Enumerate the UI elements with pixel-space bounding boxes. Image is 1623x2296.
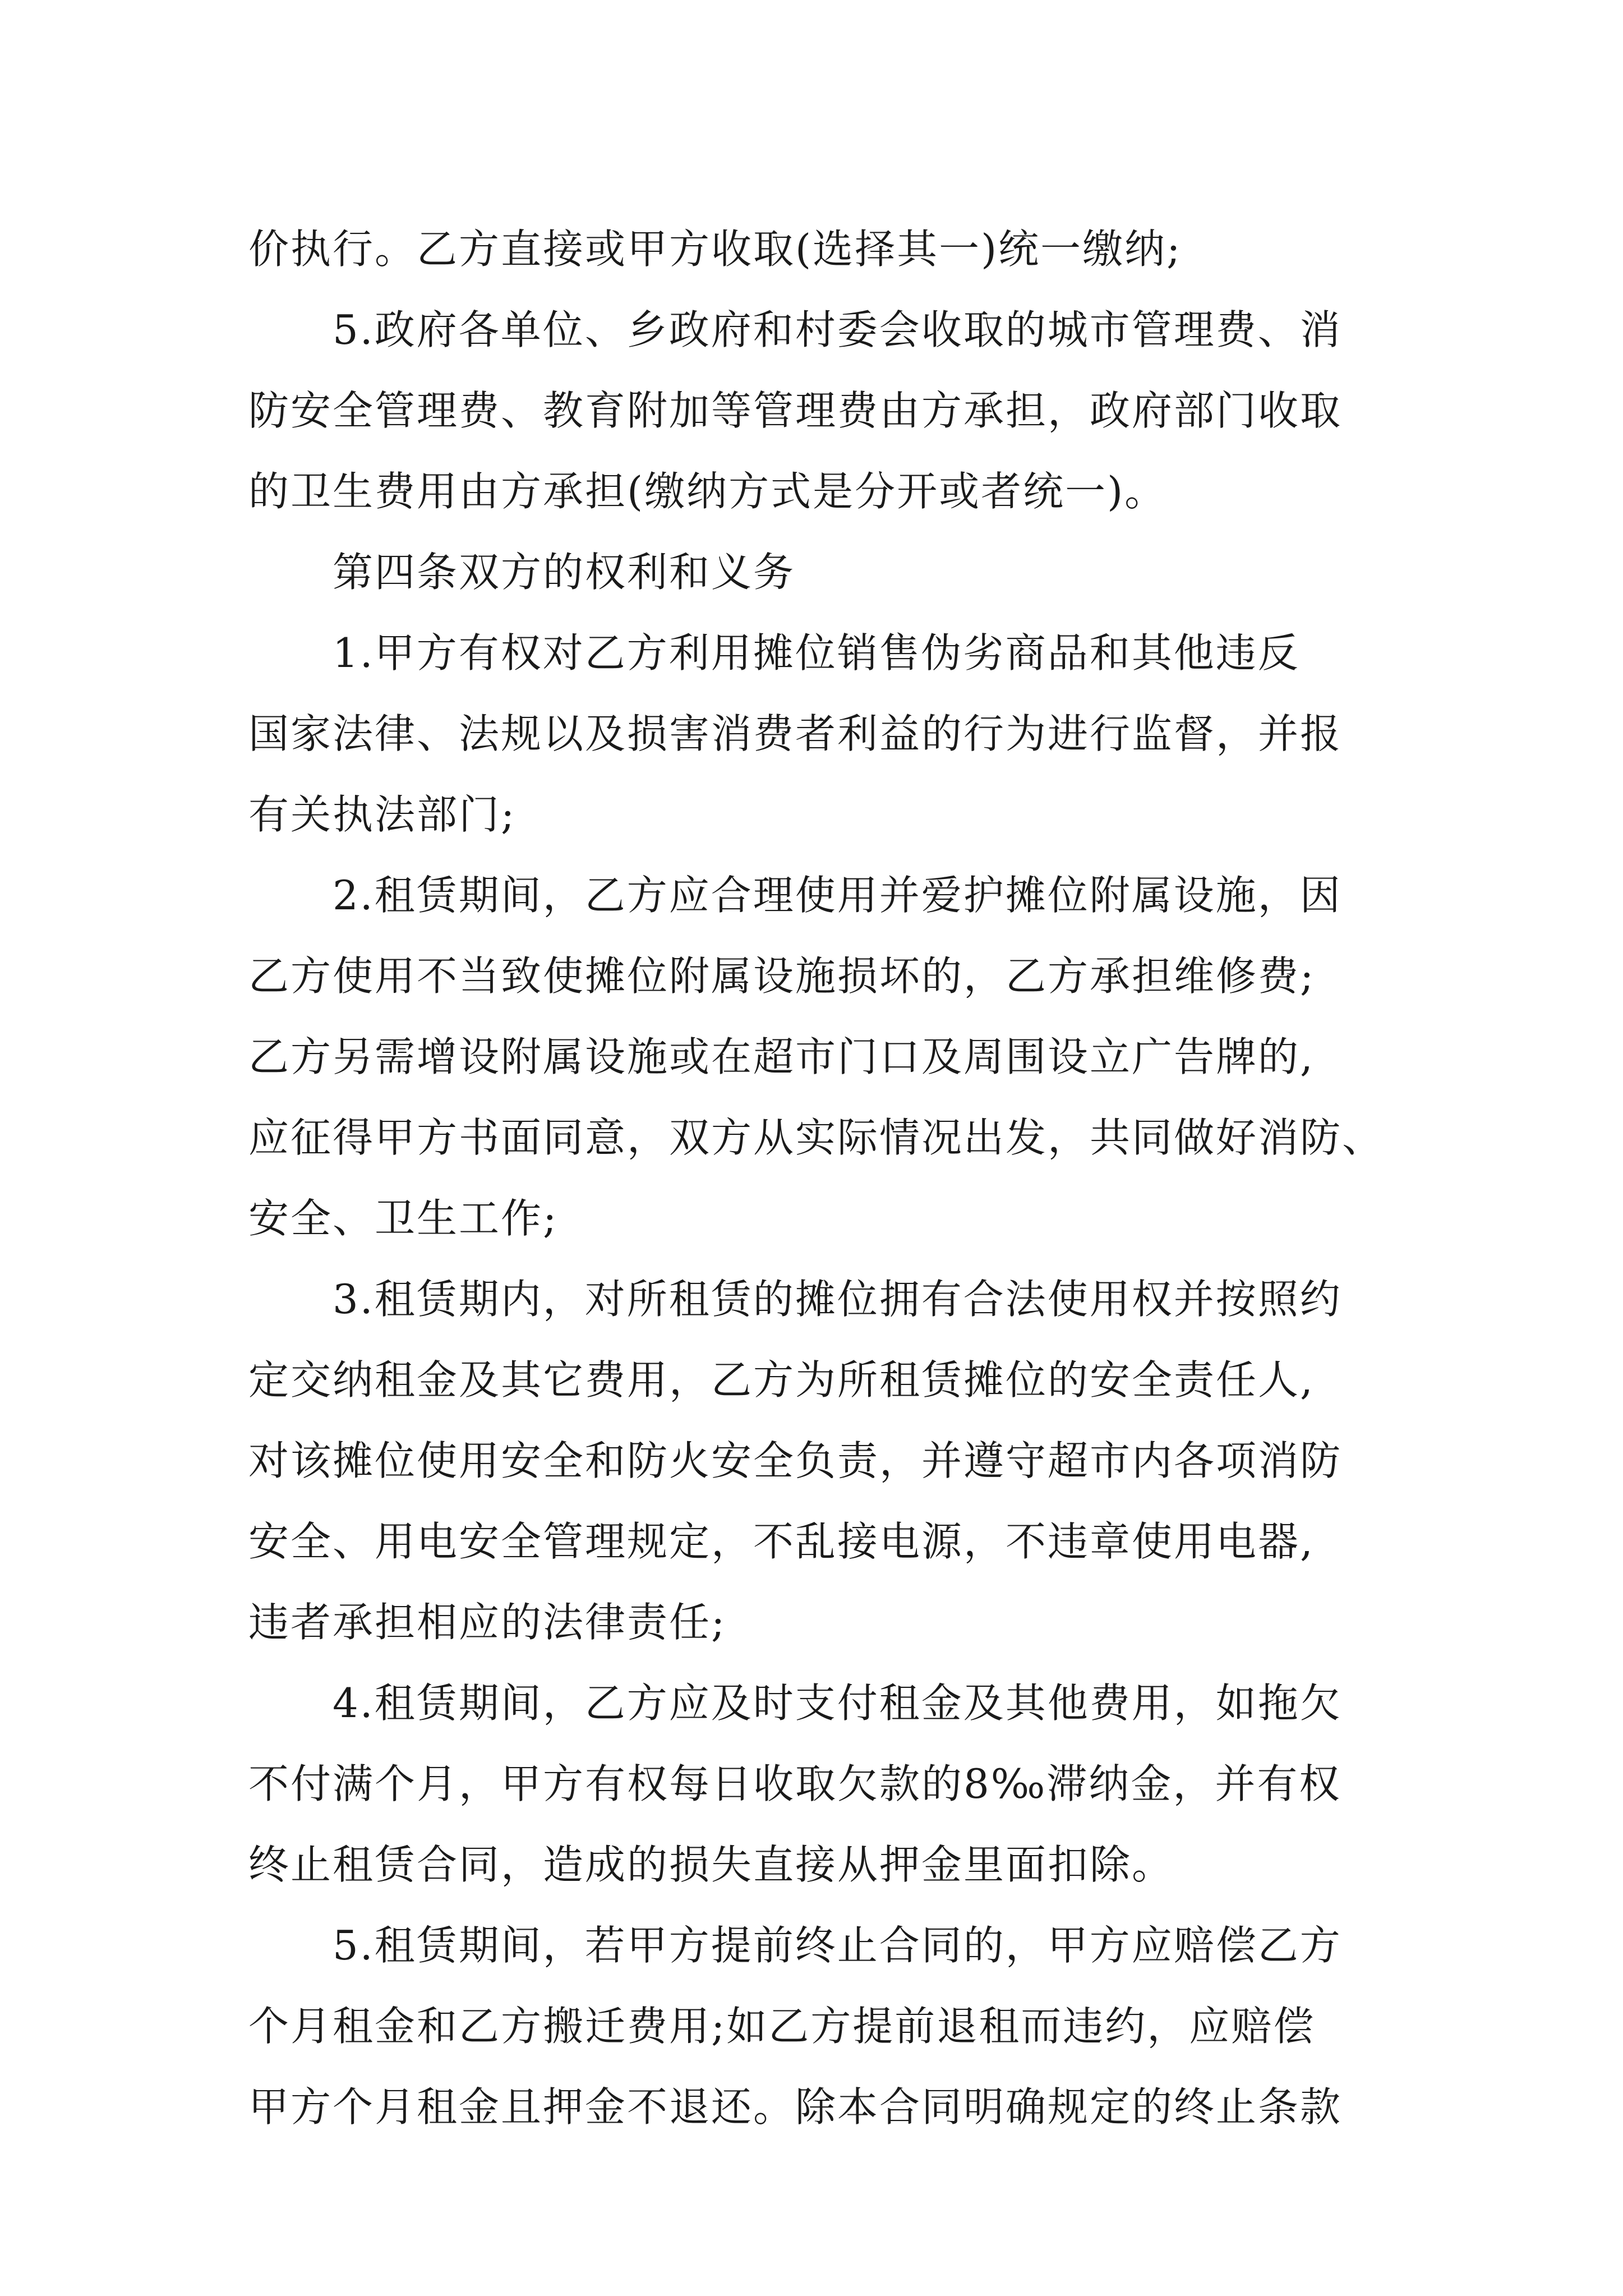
text-line: 乙方另需增设附属设施或在超市门口及周围设立广告牌的, [248,1033,1315,1080]
text-line: 甲方个月租金且押金不退还。除本合同明确规定的终止条款 [248,2083,1343,2131]
clause-3-item-5-start: 5.政府各单位、乡政府和村委会收取的城市管理费、消 [333,306,1342,353]
text-line: 应征得甲方书面同意，双方从实际情况出发，共同做好消防、 [248,1114,1385,1161]
text-line: 价执行。乙方直接或甲方收取(选择其一)统一缴纳; [248,226,1182,273]
text-line: 安全、卫生工作; [248,1195,559,1242]
text-line: 定交纳租金及其它费用，乙方为所租赁摊位的安全责任人, [248,1356,1315,1404]
text-line: 个月租金和乙方搬迁费用;如乙方提前退租而违约，应赔偿 [248,2003,1316,2050]
document-body [248,209,1398,2147]
article-4-item-4-start: 4.租赁期间，乙方应及时支付租金及其他费用，如拖欠 [333,1680,1342,1727]
article-4-item-1-start: 1.甲方有权对乙方利用摊位销售伪劣商品和其他违反 [333,629,1300,677]
article-4-item-3-start: 3.租赁期内，对所租赁的摊位拥有合法使用权并按照约 [333,1276,1342,1323]
text-line: 防安全管理费、教育附加等管理费由方承担，政府部门收取 [248,387,1343,434]
text-line: 安全、用电安全管理规定，不乱接电源，不违章使用电器, [248,1518,1315,1565]
article-4-item-5-start: 5.租赁期间，若甲方提前终止合同的，甲方应赔偿乙方 [333,1922,1342,1969]
article-4-heading: 第四条双方的权利和义务 [333,549,796,596]
text-line: 的卫生费用由方承担(缴纳方式是分开或者统一)。 [248,468,1167,515]
text-line: 终止租赁合同，造成的损失直接从押金里面扣除。 [248,1841,1174,1888]
text-line: 违者承担相应的法律责任; [248,1599,727,1646]
text-line: 国家法律、法规以及损害消费者利益的行为进行监督，并报 [248,710,1343,757]
text-line: 不付满个月，甲方有权每日收取欠款的8‰滞纳金，并有权 [248,1760,1341,1807]
text-line: 对该摊位使用安全和防火安全负责，并遵守超市内各项消防 [248,1437,1343,1484]
text-line: 有关执法部门; [248,791,517,838]
text-line: 乙方使用不当致使摊位附属设施损坏的，乙方承担维修费; [248,953,1316,1000]
article-4-item-2-start: 2.租赁期间，乙方应合理使用并爱护摊位附属设施，因 [333,872,1342,919]
